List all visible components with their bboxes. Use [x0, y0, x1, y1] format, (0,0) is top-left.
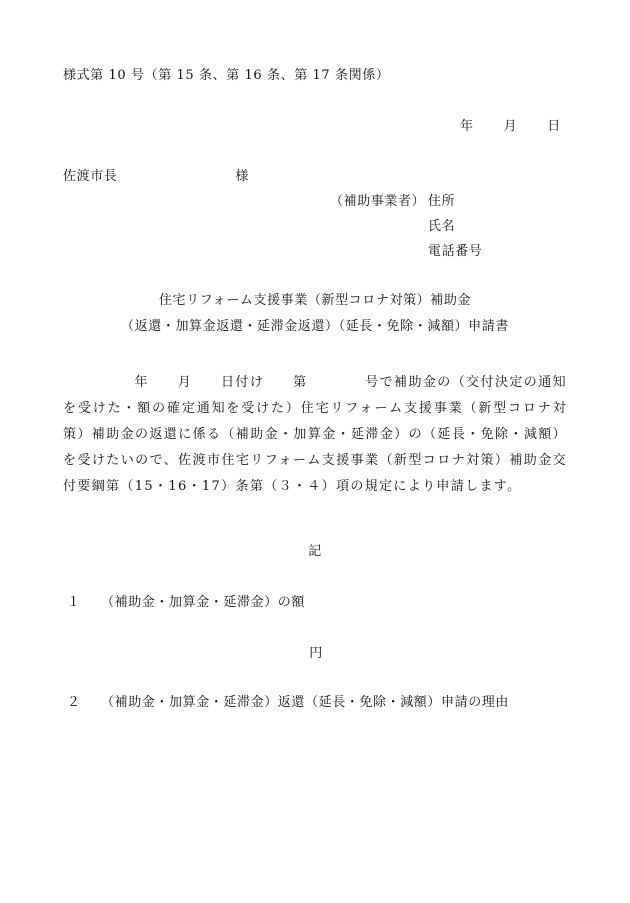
- item-1-number: １: [67, 595, 81, 610]
- document-title-line-2: （返還・加算金返還・延滞金返還）（延長・免除・減額）申請書: [121, 319, 509, 334]
- yen-unit: 円: [309, 646, 323, 661]
- address-label: 住所: [428, 194, 456, 209]
- phone-label: 電話番号: [428, 244, 483, 259]
- item-2-number: ２: [67, 695, 81, 710]
- recipient-honorific: 様: [235, 169, 250, 184]
- item-2-text: （補助金・加算金・延滞金）返還（延長・免除・減額）申請の理由: [101, 695, 510, 710]
- date-line: [460, 120, 561, 133]
- year-label: 年: [460, 119, 474, 134]
- recipient-line: [63, 170, 249, 183]
- month-label: 月: [503, 119, 518, 134]
- recipient-mayor: 佐渡市長: [63, 169, 118, 184]
- name-label: 氏名: [428, 219, 456, 234]
- body-paragraph: 年 月 日付け 第 号で補助金の（交付決定の通知を受けた・額の確定通知を受けた）住宅リフォーム支援事業（新型コロナ対策）補助金の返還に係る（補助金・加算金・延滞金）の（延長・免除・減額）を受けたいので、佐渡市住宅リフォーム支援事業（新型コロナ対策）補助金交付要綱第（15・16・17）条第（３・４）項の規定により申請します。: [63, 375, 567, 494]
- applicant-role: （補助事業者）: [330, 194, 426, 209]
- document-title-line-1: 住宅リフォーム支援事業（新型コロナ対策）補助金: [158, 293, 472, 308]
- item-1-text: （補助金・加算金・延滞金）の額: [101, 595, 306, 610]
- day-label: 日: [547, 119, 561, 134]
- ki-notation: 記: [308, 544, 322, 559]
- form-number: 様式第 10 号（第 15 条、第 16 条、第 17 条関係）: [63, 68, 390, 83]
